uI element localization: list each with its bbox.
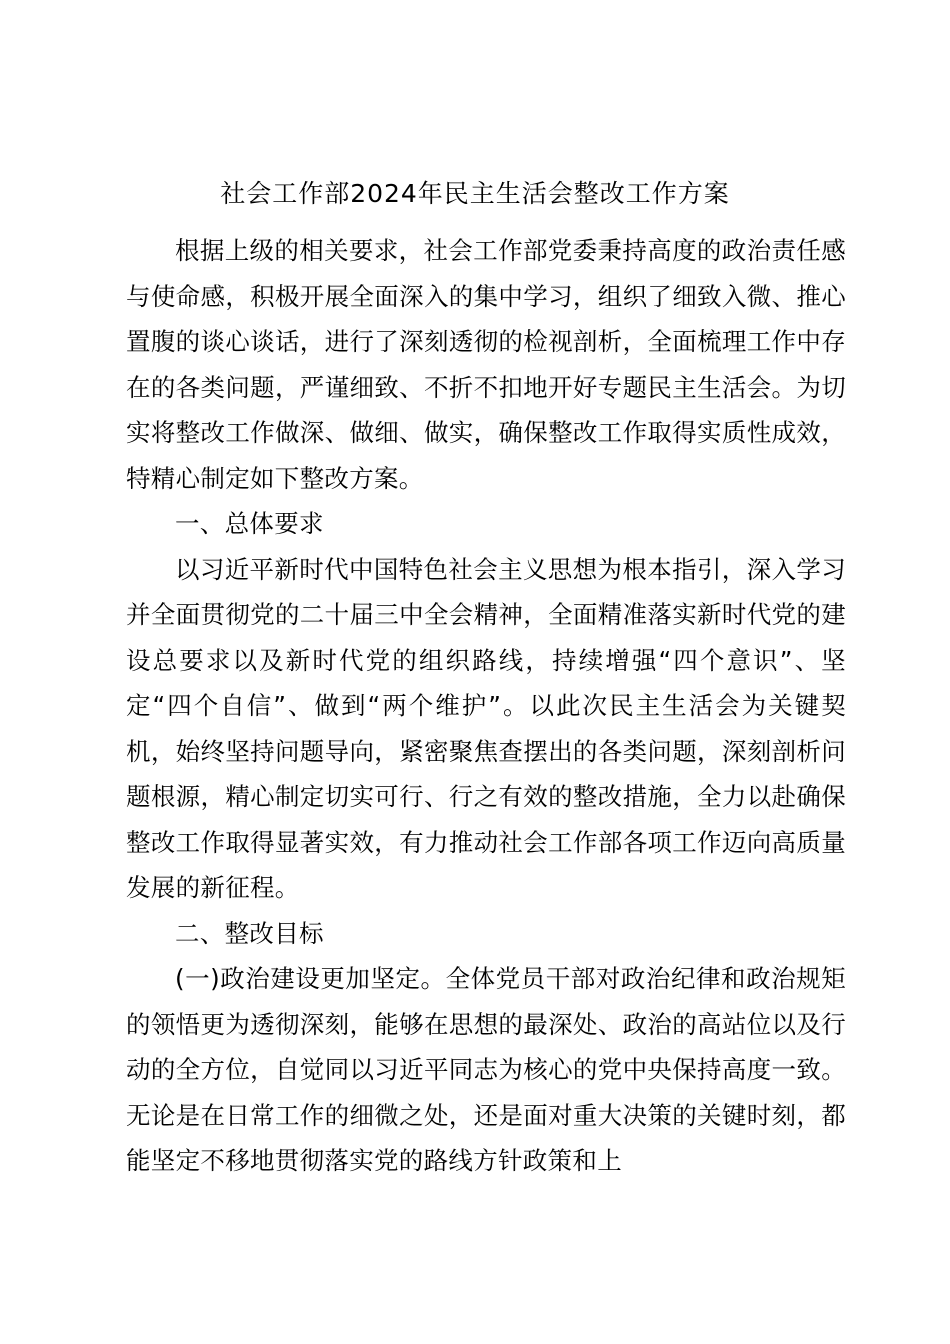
document-title: 社会工作部2024年民主生活会整改工作方案 <box>220 179 730 208</box>
section-heading-overall-requirements: 一、总体要求 <box>175 509 324 538</box>
document-body <box>126 228 846 1184</box>
section-paragraph-rectification-goals: (一)政治建设更加坚定。全体党员干部对政治纪律和政治规矩的领悟更为透彻深刻，能够在思想的最深处、政治的高站位以及行动的全方位，自觉同以习近平同志为核心的党中央保持高度一致。无论是在日常工作的细微之处，还是面对重大决策的关键时刻，都能坚定不移地贯彻落实党的路线方针政策和上 <box>126 964 846 1175</box>
section-heading-rectification-goals: 二、整改目标 <box>175 918 324 948</box>
intro-paragraph: 根据上级的相关要求，社会工作部党委秉持高度的政治责任感与使命感，积极开展全面深入的集中学习，组织了细致入微、推心置腹的谈心谈话，进行了深刻透彻的检视剖析，全面梳理工作中存在的各类问题，严谨细致、不折不扣地开好专题民主生活会。为切实将整改工作做深、做细、做实，确保整改工作取得实质性成效，特精心制定如下整改方案。 <box>126 236 846 493</box>
section-paragraph-overall-requirements: 以习近平新时代中国特色社会主义思想为根本指引，深入学习并全面贯彻党的二十届三中全会精神，全面精准落实新时代党的建设总要求以及新时代党的组织路线，持续增强“四个意识”、坚定“四个自信”、做到“两个维护”。以此次民主生活会为关键契机，始终坚持问题导向，紧密聚焦查摆出的各类问题，深刻剖析问题根源，精心制定切实可行、行之有效的整改措施，全力以赴确保整改工作取得显著实效，有力推动社会工作部各项工作迈向高质量发展的新征程。 <box>126 554 846 902</box>
